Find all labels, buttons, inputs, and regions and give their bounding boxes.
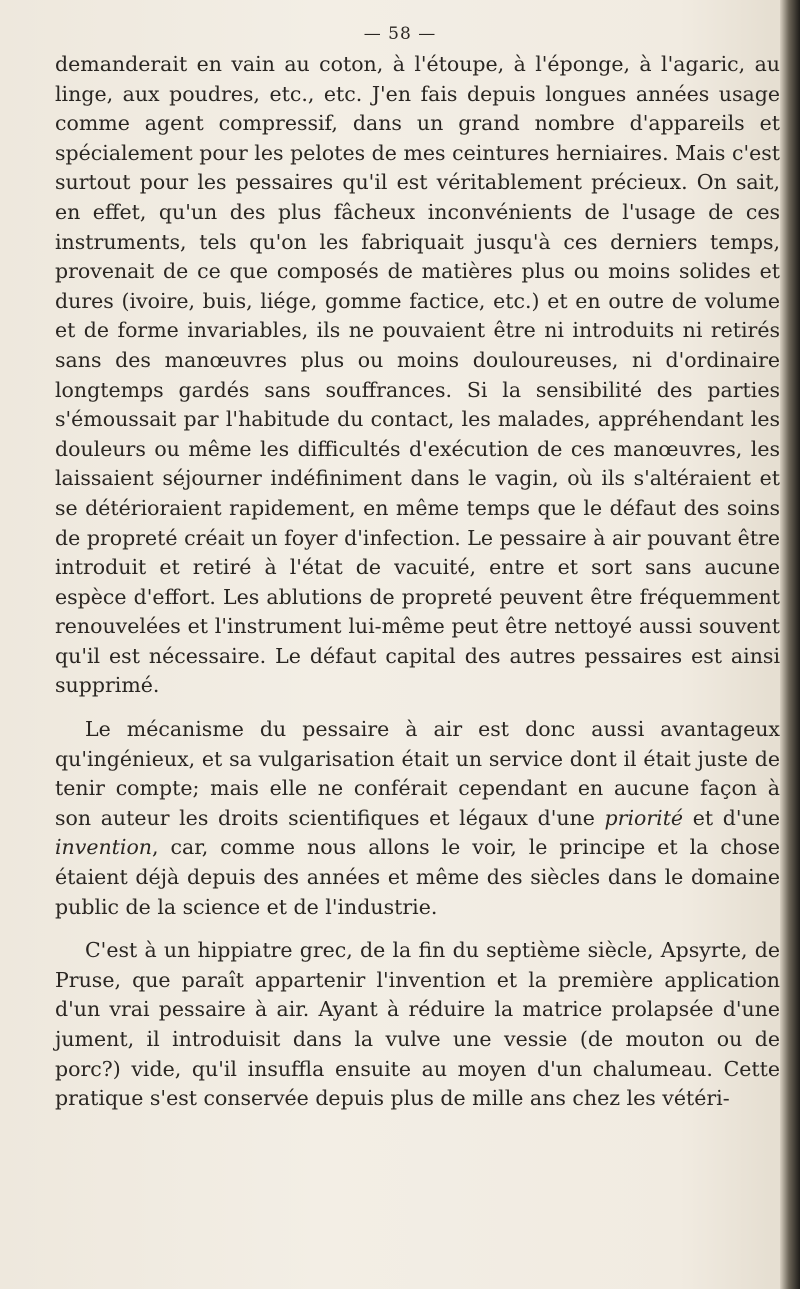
page-number: — 58 —	[363, 24, 437, 44]
paragraph-text-segment: Le mécanisme du pessaire à air est donc aussi avantageux qu'ingénieux, et sa vulgarisation était un service dont il était juste de tenir compte; mais elle ne conférait cependant en aucune façon à son auteur les droits scientifiques et légaux d'une	[55, 717, 780, 830]
italic-word-invention: invention	[55, 835, 153, 860]
page-edge-shadow	[780, 0, 800, 1289]
paragraph-text-segment: et d'une	[683, 805, 780, 830]
paragraph-apsyrte: C'est à un hippiatre grec, de la fin du septième siècle, Apsyrte, de Pruse, que paraît appartenir l'invention et la première application d'un vrai pessaire à air. Ayant à réduire la matrice prolapsée d'une jument, il introduisit dans la vulve une vessie (de mouton ou de porc?) vide, qu'il insuffla ensuite au moyen d'un chalumeau. Cette pratique s'est conservée depuis plus de mille ans chez les vétéri-	[55, 938, 780, 1111]
paragraph-continuation: demanderait en vain au coton, à l'étoupe, à l'éponge, à l'agaric, au linge, aux poudres, etc., etc. J'en fais depuis longues années usage comme agent compressif, dans un grand nombre d'appareils et spécialement pour les pelotes de mes ceintures herniaires. Mais c'est surtout pour les pessaires qu'il est véritablement précieux. On sait, en effet, qu'un des plus fâcheux inconvénients de l'usage de ces instruments, tels qu'on les fabriquait jusqu'à ces derniers temps, provenait de ce que composés de matières plus ou moins solides et dures (ivoire, buis, liége, gomme factice, etc.) et en outre de volume et de forme invariables, ils ne pouvaient être ni introduits ni retirés sans des manœuvres plus ou moins douloureuses, ni d'ordinaire longtemps gardés sans souffrances. Si la sensibilité des parties s'émoussait par l'habitude du contact, les malades, appréhendant les douleurs ou même les difficultés d'exécution de ces manœuvres, les laissaient séjourner indéfiniment dans le vagin, où ils s'altéraient et se détérioraient rapidement, en même temps que le défaut des soins de propreté créait un foyer d'infection. Le pessaire à air pouvant être introduit et retiré à l'état de vacuité, entre et sort sans aucune espèce d'effort. Les ablutions de propreté peuvent être fréquemment renouvelées et l'instrument lui-même peut être nettoyé aussi souvent qu'il est nécessaire. Le défaut capital des autres pessaires est ainsi supprimé.	[55, 52, 780, 698]
paragraph-text-segment: , car, comme nous allons le voir, le principe et la chose étaient déjà depuis des années et même des siècles dans le domaine public de la science et de l'industrie.	[55, 835, 780, 919]
paragraph-pessaire-mechanism	[55, 715, 780, 922]
body-text	[55, 50, 780, 1114]
italic-word-priorite: priorité	[604, 805, 684, 830]
